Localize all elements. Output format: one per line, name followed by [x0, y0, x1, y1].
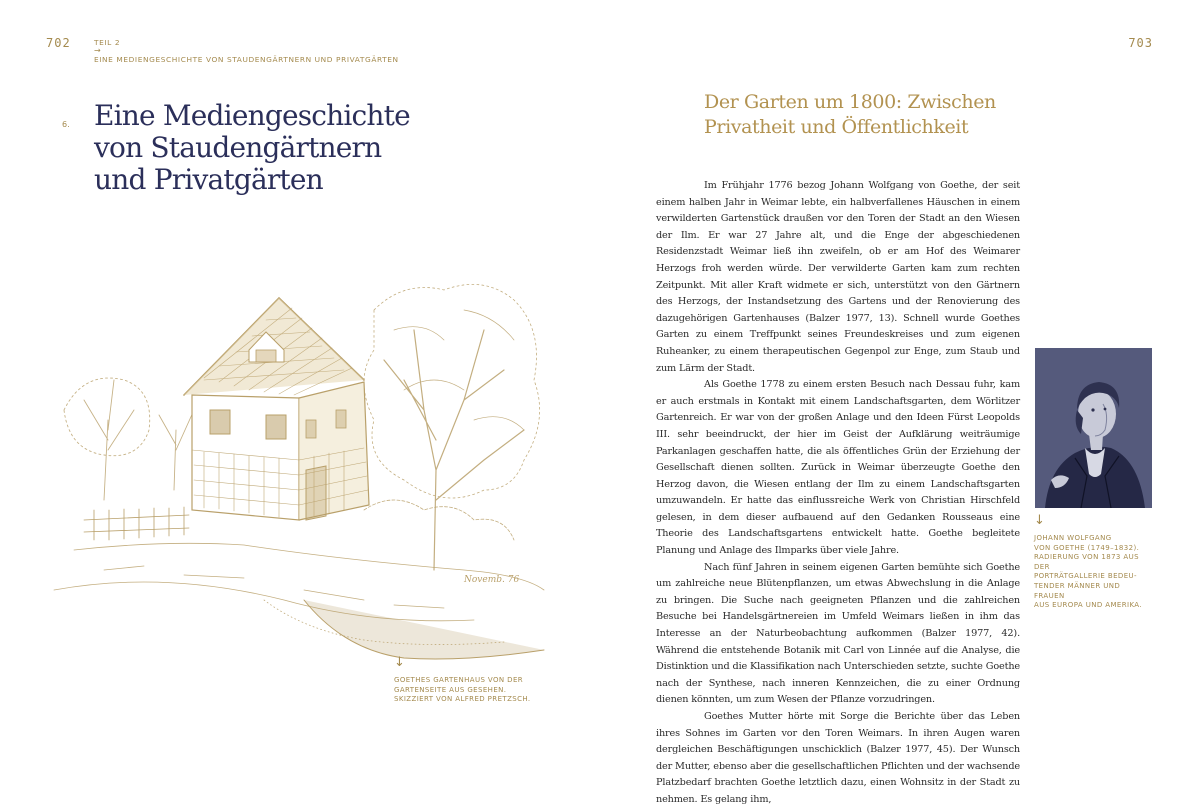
caption-line: RADIERUNG VON 1873 AUS DER: [1034, 553, 1139, 571]
arrow-right-icon: →: [94, 46, 102, 55]
running-header: [94, 38, 399, 64]
sketch-signature: Novemb. 76: [464, 575, 520, 585]
running-header-part: TEIL 2: [94, 38, 121, 47]
section-title-line: Privatheit und Öffentlichkeit: [704, 116, 969, 138]
left-figure-caption: [394, 656, 554, 705]
arrow-down-icon: ↓: [394, 655, 406, 670]
caption-line: VON GOETHE (1749–1832).: [1034, 543, 1140, 552]
page-number-left: 702: [46, 36, 71, 50]
body-paragraph: Als Goethe 1778 zu einem ersten Besuch nach Dessau fuhr, kam er auch erstmals in Kontakt mit einem Landschaftsgarten, dem Wörlitzer Gartenreich. Er war von der großen Anlage und den Ideen Fürst Leopolds III. sehr beeindruckt, der hier im Geist der Aufklärung weiträumige Parkanlagen geschaffen hatte, die als öffentliches Grün der Erziehung der Gesellschaft dienen sollten. Zurück in Weimar überzeugte Goethe den Herzog davon, die Wiesen entlang der Ilm zu einem Landschaftsgarten umzuwandeln. Er hatte das einflussreiche Werk von Christian Hirschfeld gelesen, in dem dieser aufbauend auf den Gedanken Rousseaus eine Theorie des Landschaftsgartens entwickelt hatte. Goethe begleitete Planung und Anlage des Ilmparks über viele Jahre.: [656, 379, 1020, 557]
running-header-title: EINE MEDIENGESCHICHTE VON STAUDENGÄRTNERN UND PRIVATGÄRTEN: [94, 55, 399, 64]
chapter-number: 6.: [62, 120, 70, 129]
caption-line: SKIZZIERT VON ALFRED PRETZSCH.: [394, 695, 531, 704]
caption-line: GARTENSEITE AUS GESEHEN.: [394, 685, 507, 694]
page-number-right: 703: [1128, 36, 1153, 50]
arrow-down-icon: ↓: [1034, 513, 1046, 528]
section-title: [704, 90, 1034, 140]
caption-line: TENDER MÄNNER UND FRAUEN: [1034, 581, 1121, 600]
caption-line: JOHANN WOLFGANG: [1034, 534, 1112, 542]
caption-line: AUS EUROPA UND AMERIKA.: [1034, 601, 1142, 610]
chapter-title-line: und Privatgärten: [94, 163, 323, 196]
body-paragraph: Im Frühjahr 1776 bezog Johann Wolfgang von Goethe, der seit einem halben Jahr in Weimar lebte, ein halbverfallenes Häuschen in einem verwilderten Gartenstück draußen vor den Toren der Stadt an den Wiesen der Ilm. Er war 27 Jahre alt, und die Enge der abgeschiedenen Residenzstadt Weimar ließ ihn zweifeln, ob er am Hof des Weimarer Herzogs froh werden würde. Der verwilderte Garten kam zum rechten Zeitpunkt. Mit aller Kraft widmete er sich, unterstützt von den Gärtnern des Herzogs, der Instandsetzung des Gartens und der Renovierung des dazugehörigen Gartenhauses (Balzer 1977, 13). Schnell wurde Goethes Garten zu einem Treffpunkt seines Freundeskreises und zum eigenen Ruheanker, zu einem therapeutischen Gegenpol zur Enge, zum Staub und zum Lärm der Stadt.: [656, 180, 1020, 374]
body-text: [656, 178, 1020, 809]
chapter-title-line: Eine Mediengeschichte: [94, 99, 410, 132]
section-title-line: Der Garten um 1800: Zwischen: [704, 91, 996, 113]
chapter-title: [94, 100, 414, 196]
right-figure-caption: [1034, 514, 1152, 611]
caption-line: GOETHES GARTENHAUS VON DER: [394, 676, 524, 684]
caption-line: PORTRÄTGALLERIE BEDEU-: [1034, 572, 1137, 581]
body-paragraph: Nach fünf Jahren in seinem eigenen Garten bemühte sich Goethe um zahlreiche neue Blütenpflanzen, um etwas Abwechslung in die Anlage zu bringen. Die Suche nach geeigneten Pflanzen und die zahlreichen Besuche bei Handelsgärtnereien im Umfeld Weimars ließen in ihm das Interesse an der Naturbeobachtung aufkommen (Balzer 1977, 42). Während die entstehende Botanik mit Carl von Linnée auf die Analyse, die Distinktion und die Klassifikation nach Unterschieden setzte, suchte Goethe nach der Synthese, nach inneren Kennzeichen, die zu einer Ordnung dienen könnten, um zum Wesen der Pflanze vorzudringen.: [656, 561, 1020, 706]
goethe-portrait: [1035, 348, 1152, 508]
chapter-title-line: von Staudengärtnern: [94, 131, 382, 164]
garden-house-sketch: [44, 270, 550, 662]
body-paragraph: Goethes Mutter hörte mit Sorge die Berichte über das Leben ihres Sohnes im Garten vor den Toren Weimars. In ihren Augen waren dergleichen Beschäftigungen unschicklich (Balzer 1977, 45). Der Wunsch der Mutter, ebenso aber die gesellschaftlichen Pflichten und der wachsende Platzbedarf brachten Goethe letztlich dazu, einen Wohnsitz in der Stadt zu nehmen. Es gelang ihm,: [656, 711, 1020, 805]
